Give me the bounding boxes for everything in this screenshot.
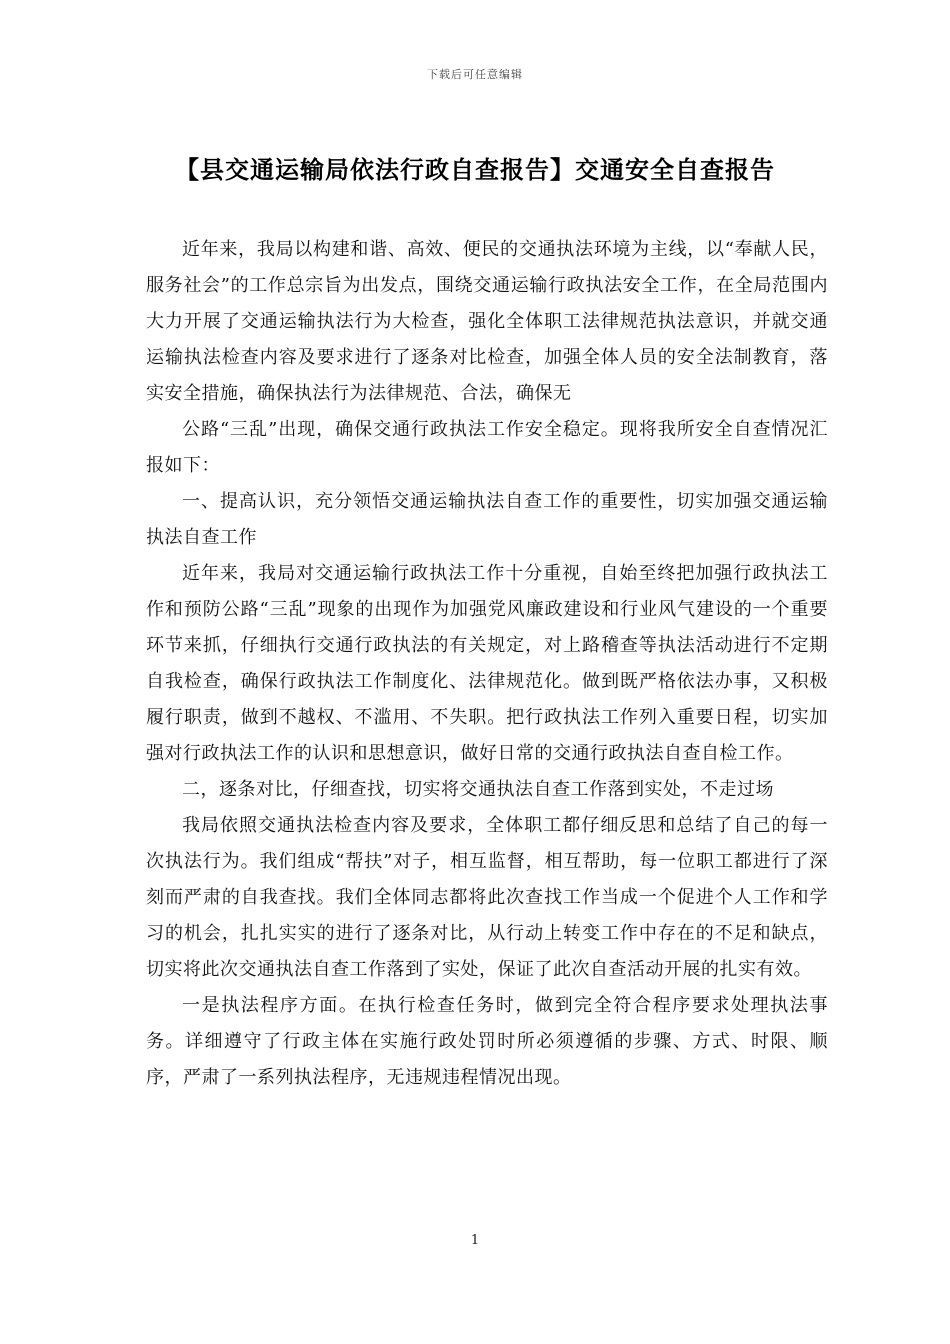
paragraph: 一是执法程序方面。在执行检查任务时，做到完全符合程序要求处理执法事务。详细遵守了行政主体在实施行政处罚时所必须遵循的步骤、方式、时限、顺序，严肃了一系列执法程序，无违规违程情况出现。 — [146, 995, 828, 1088]
page-number: 1 — [470, 1233, 480, 1248]
paragraph: 近年来，我局以构建和谐、高效、便民的交通执法环境为主线，以“奉献人民，服务社会”的工作总宗旨为出发点，围绕交通运输行政执法安全工作，在全局范围内大力开展了交通运输执法行为大检查，强化全体职工法律规范执法意识，并就交通运输执法检查内容及要求进行了逐条对比检查，加强全体人员的安全法制教育，落实安全措施，确保执法行为法律规范、合法，确保无 — [146, 239, 828, 404]
section-heading-1: 一、提高认识，充分领悟交通运输执法自查工作的重要性，切实加强交通运输执法自查工作 — [146, 491, 828, 548]
section-heading-2: 二，逐条对比，仔细查找，切实将交通执法自查工作落到实处，不走过场 — [182, 779, 774, 800]
paragraph: 我局依照交通执法检查内容及要求，全体职工都仔细反思和总结了自己的每一次执法行为。我们组成“帮扶”对子，相互监督，相互帮助，每一位职工都进行了深刻而严肃的自我查找。我们全体同志都将此次查找工作当成一个促进个人工作和学习的机会，扎扎实实的进行了逐条对比，从行动上转变工作中存在的不足和缺点，切实将此次交通执法自查工作落到了实处，保证了此次自查活动开展的扎实有效。 — [146, 815, 828, 980]
document-title: 【县交通运输局依法行政自查报告】交通安全自查报告 — [175, 155, 775, 184]
header-note: 下载后可任意编辑 — [427, 68, 523, 81]
document-body — [146, 232, 828, 1096]
paragraph: 公路“三乱”出现，确保交通行政执法工作安全稳定。现将我所安全自查情况汇报如下： — [146, 419, 828, 476]
paragraph: 近年来，我局对交通运输行政执法工作十分重视，自始至终把加强行政执法工作和预防公路“三乱”现象的出现作为加强党风廉政建设和行业风气建设的一个重要环节来抓，仔细执行交通行政执法的有关规定，对上路稽查等执法活动进行不定期自我检查，确保行政执法工作制度化、法律规范化。做到既严格依法办事，又积极履行职责，做到不越权、不滥用、不失职。把行政执法工作列入重要日程，切实加强对行政执法工作的认识和思想意识，做好日常的交通行政执法自查自检工作。 — [146, 563, 828, 764]
